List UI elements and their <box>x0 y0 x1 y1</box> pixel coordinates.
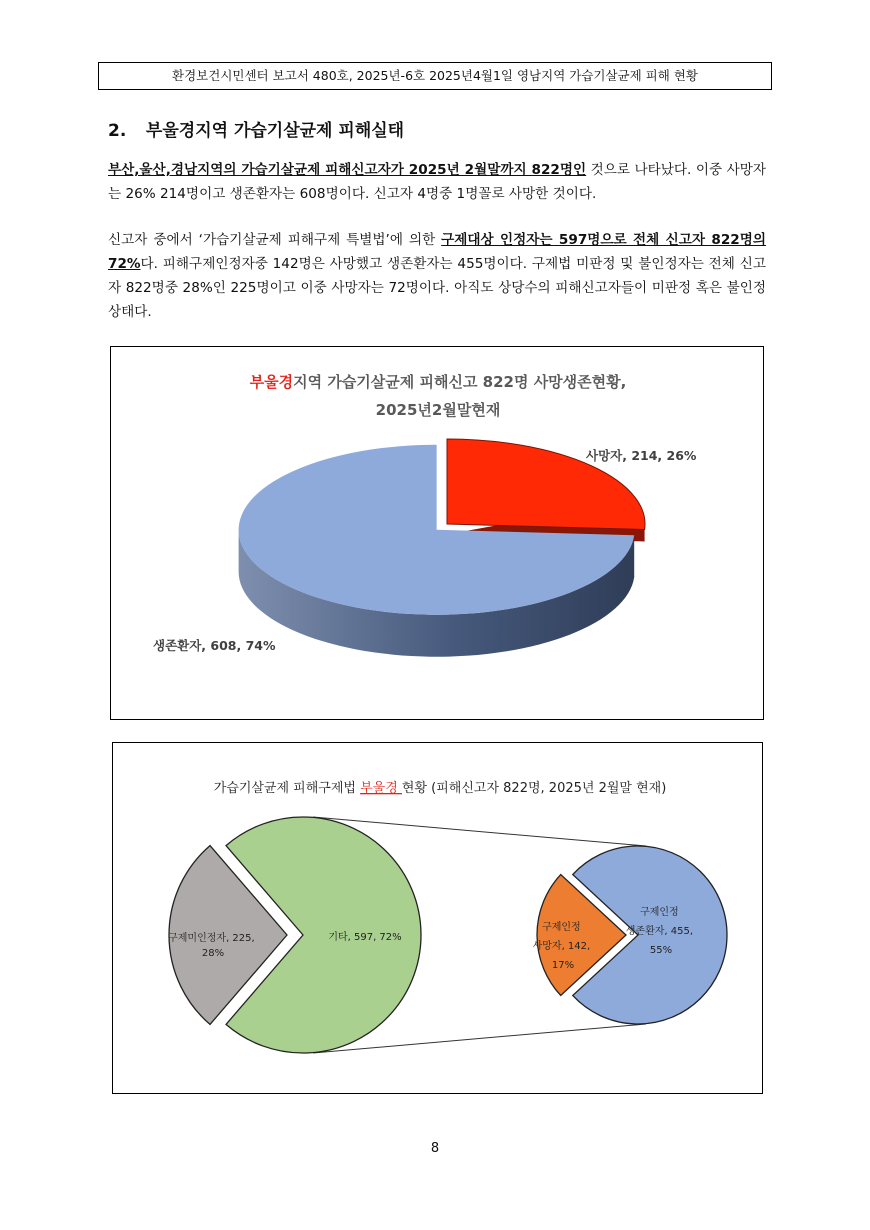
chart-title <box>214 780 667 796</box>
data-label-survivors: 생존환자, 608, 74% <box>153 638 276 653</box>
chart-relief-law-status <box>112 742 763 1094</box>
paragraph-relief-status <box>108 228 766 324</box>
paragraph-text: 것으로 나타났다. 이중 사망자는 26% 214명이고 생존환자는 608명이다. 신고자 4명중 1명꼴로 사망한 것이다. <box>108 162 767 202</box>
paragraph-text: 다. 피해구제인정자중 142명은 사망했고 생존환자는 455명이다. 구제법 미판정 및 불인정자는 전체 신고자 822명중 28%인 225명이고 이중 사망자는 72명이다. 아직도 상당수의 피해신고자들이 미판정 혹은 불인정 상태다. <box>108 256 766 320</box>
paragraph-emphasis: 부산,울산,경남지역의 가습기살균제 피해신고자가 2025년 2월말까지 822명인 <box>108 162 587 178</box>
chart-title-highlight: 부울경 <box>249 373 294 391</box>
report-header: 환경보건시민센터 보고서 480호, 2025년-6호 2025년4월1일 영남지역 가습기살균제 피해 현황 <box>98 62 772 90</box>
pie-slices <box>239 439 645 657</box>
chart-death-survival <box>110 346 764 720</box>
section-number: 2. <box>108 121 127 141</box>
data-label-other: 기타, 597, 72% <box>328 932 402 943</box>
page-number: 8 <box>430 1141 440 1156</box>
data-label-recognized-dead: 구제인정 사망자, 142, 17% <box>532 922 591 971</box>
paragraph-emphasis: 구제대상 인정자는 597명으로 전체 신고자 822명의 72% <box>108 232 767 272</box>
chart-title-highlight: 부울경 <box>360 781 402 796</box>
paragraph-text: 신고자 중에서 ‘가습기살균제 피해구제 특별법’에 의한 <box>108 232 442 248</box>
section-title: 부울경지역 가습기살균제 피해실태 <box>145 121 405 141</box>
chart-title <box>249 373 627 391</box>
chart-title-rest: 지역 가습기살균제 피해신고 822명 사망생존현황, <box>293 373 627 391</box>
data-label-deaths: 사망자, 214, 26% <box>586 448 697 463</box>
paragraph-victims-summary <box>108 158 766 206</box>
chart-title-before: 가습기살균제 피해구제법 <box>213 781 361 796</box>
chart-title-after: 현황 (피해신고자 822명, 2025년 2월말 현재) <box>401 781 667 796</box>
chart-title-line2: 2025년2월말현재 <box>375 401 501 419</box>
data-label-unrecognized: 구제미인정자, 225, 28% <box>168 933 255 959</box>
pie-chart-3d <box>111 347 765 721</box>
data-label-recognized-alive: 구제인정 생존환자, 455, 55% <box>625 907 694 956</box>
pie-of-pie-chart <box>113 743 764 1095</box>
section-heading <box>108 116 404 141</box>
